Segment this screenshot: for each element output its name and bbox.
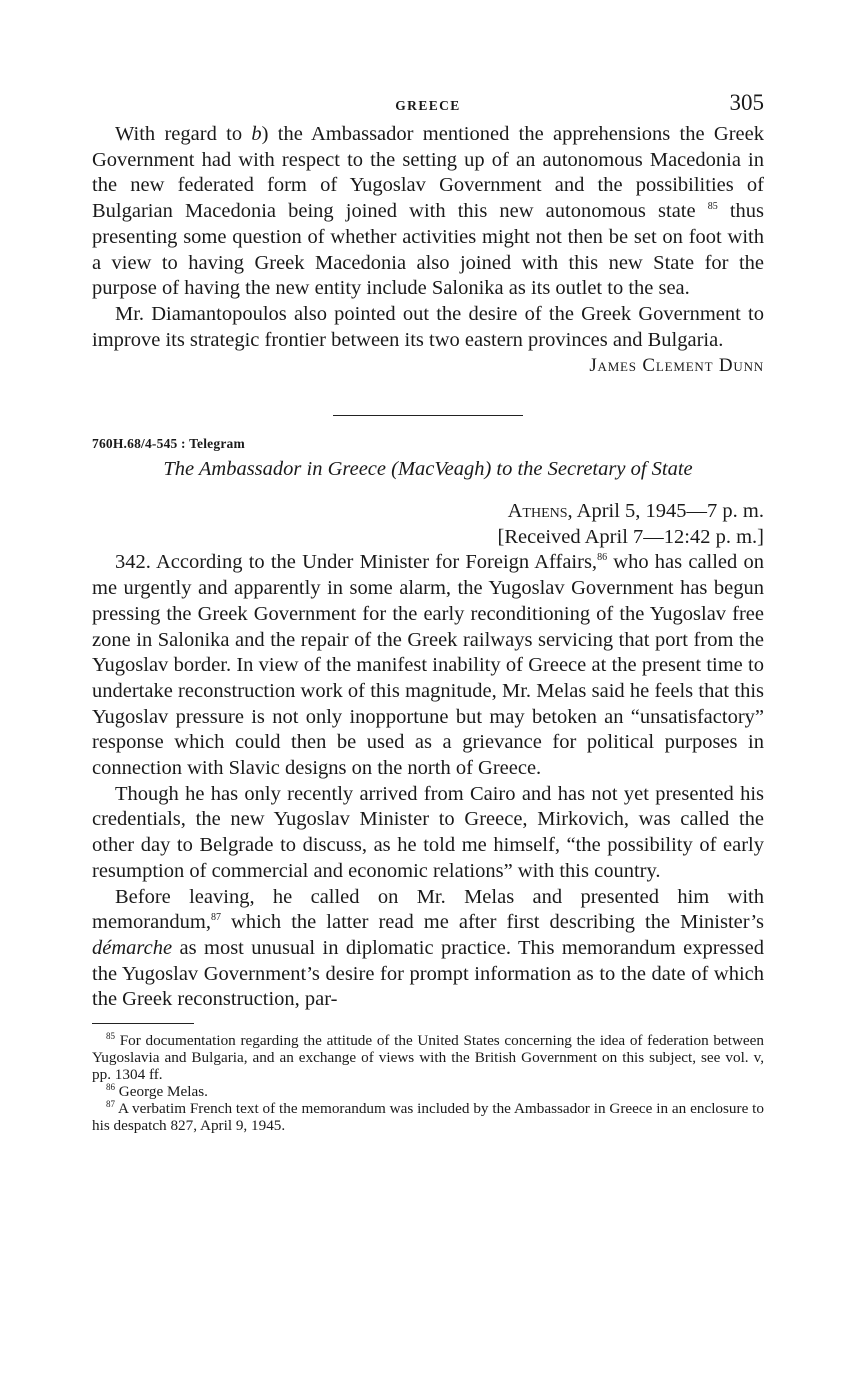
running-head: GREECE (395, 98, 461, 113)
footnote-ref[interactable]: 87 (211, 912, 221, 924)
footnote: $^{86}$ George Melas. (106, 1082, 208, 1101)
section-divider (333, 415, 523, 416)
body-paragraph: Though he has only recently arrived from Cairo and has not yet presented his credentials, the new Yugoslav Minister to Greece, Mirkovich, was called the other day to Belgrade to discuss, as he told me himself, “the possibility of early resumption of commercial and economic relations” with this country. (92, 782, 764, 882)
footnote-number: 86 (106, 1082, 115, 1093)
signature: James Clement Dunn (589, 355, 764, 377)
file-reference: 760H.68/4-545 : Telegram (92, 436, 245, 452)
item-label: b (251, 123, 262, 145)
footnote-ref[interactable]: 86 (597, 552, 608, 564)
footnote: $^{87}$ A verbatim French text of the memorandum was included by the Ambassador in Greece in an enclosure to his despatch 827, April 9, 1945. (92, 1099, 764, 1135)
page-header (92, 88, 764, 122)
received-line: [Received April 7—12:42 p. m.] (497, 525, 764, 548)
italic-term: démarche (92, 936, 173, 959)
footnote-ref[interactable]: 85 (707, 201, 718, 213)
page-number: 305 (729, 90, 764, 115)
footnote-divider (92, 1023, 194, 1024)
footnote-number: 87 (106, 1099, 115, 1110)
body-paragraph: With regard to b) the Ambassador mentioned the apprehensions the Greek Government had with respect to the setting up of an autonomous Macedonia in the new federated form of Yugoslav Government and the possibilities of Bulgarian Macedonia being joined with this new autonomous state $^{85}$ thus presenting some question of whether activities might not then be set on foot with a view to having Greek Macedonia also joined with this new State for the purpose of having the new entity include Salonika as its outlet to the sea. (92, 123, 765, 300)
document-page (92, 88, 764, 1134)
body-paragraph: 342. According to the Under Minister for Foreign Affairs,$^{86}$ who has called on me urgently and apparently in some alarm, the Yugoslav Government has begun pressing the Greek Government for the early reconditioning of the Yugoslav free zone in Salonika and the repair of the Greek railways servicing that port from the Yugoslav border. In view of the manifest inability of Greece at the present time to undertake reconstruction work of this magnitude, Mr. Melas said he feels that this Yugoslav pressure is not only inopportune but may betoken an “unsatisfactory” response which could then be used as a grievance for political purposes in connection with Slavic designs on the north of Greece. (92, 551, 765, 780)
place-name: Athens (507, 500, 568, 523)
body-paragraph: Before leaving, he called on Mr. Melas and presented him with memorandum,$^{87}$ which the latter read me after first describing the Minister’s démarche as most unusual in diplomatic practice. This memorandum expressed the Yugoslav Government’s desire for prompt information as to the date of which the Greek reconstruction, par- (92, 885, 764, 1011)
body-paragraph: Mr. Diamantopoulos also pointed out the desire of the Greek Government to improve its strategic frontier between its two eastern provinces and Bulgaria. (92, 302, 764, 351)
document-title: The Ambassador in Greece (MacVeagh) to the Secretary of State (163, 458, 693, 481)
dateline: Athens, April 5, 1945—7 p. m. (507, 500, 764, 523)
footnote-number: 85 (106, 1031, 115, 1042)
footnote: $^{85}$ For documentation regarding the attitude of the United States concerning the idea of federation between Yugoslavia and Bulgaria, and an exchange of views with the British Government on this subject, see vol. v, pp. 1304 ff. (92, 1031, 765, 1084)
